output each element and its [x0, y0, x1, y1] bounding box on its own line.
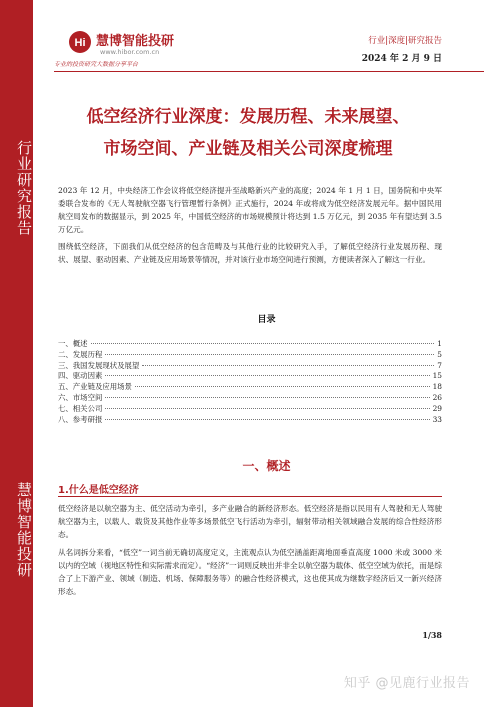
- sidebar-top-label: 行业研究报告: [15, 140, 33, 236]
- report-title-line1: 低空经济行业深度：发展历程、未来展望、: [86, 107, 410, 127]
- header-divider: [54, 71, 484, 72]
- toc-item-label: 七、相关公司: [58, 403, 103, 413]
- toc-leader: [105, 354, 434, 355]
- report-date: 2024 年 2 月 9 日: [361, 54, 442, 64]
- intro-paragraph-1: 2023 年 12 月，中央经济工作会议将低空经济提升至战略新兴产业的高度；2024 年 1 月 1 日，国务院和中央军委联合发布的《无人驾驶航空器飞行管理暂行条例》正式施行，2024 年或将成为低空经济发展元年。据中国民用航空局发布的数据显示，到 2025 年，中国低空经济的市场规模预计将达到 1.5 万亿元，到 2035 年有望达到 3.5 万亿元。: [58, 186, 442, 234]
- toc-leader: [91, 343, 435, 344]
- toc-item-label: 八、参考研报: [58, 414, 103, 424]
- toc-item-label: 六、市场空间: [58, 392, 103, 402]
- toc-item[interactable]: [58, 414, 442, 425]
- toc-title: 目录: [257, 315, 276, 325]
- svg-text:Hi: Hi: [74, 37, 86, 49]
- toc-item[interactable]: [58, 349, 442, 360]
- toc-item-label: 三、我国发展现状及展望: [58, 360, 140, 370]
- toc-item-page: 18: [432, 382, 442, 392]
- toc-item[interactable]: [58, 338, 442, 349]
- toc-leader: [105, 397, 429, 398]
- report-title: [54, 101, 442, 165]
- toc-leader: [142, 365, 434, 366]
- toc-item-label: 五、产业链及应用场景: [58, 382, 132, 392]
- subsection-title: 1.什么是低空经济: [58, 485, 139, 496]
- toc-item-label: 二、发展历程: [58, 349, 103, 359]
- toc-item-page: 33: [432, 414, 442, 424]
- toc-item-page: 7: [437, 360, 442, 370]
- report-title-line2: 市场空间、产业链及相关公司深度梳理: [103, 139, 393, 159]
- toc-item-page: 1: [437, 339, 442, 348]
- toc-leader: [105, 419, 429, 420]
- toc-item[interactable]: [58, 360, 442, 371]
- table-of-contents: [58, 338, 442, 424]
- page-number: 1/38: [422, 630, 442, 640]
- body-paragraph-2: 从名词拆分来看，“低空”一词当前无确切高度定义，主流观点认为低空涵盖距离地面垂直高度 1000 米或 3000 米以内的空域（视地区特性和实际需求而定）。“经济”一词则反映出并非全以航空器为载体、低空空域为依托，而是综合了上下游产业、领域（制造、机场、保障服务等）的融合性经济模式，这也使其成为继数字经济后又一新兴经济形态。: [58, 548, 442, 596]
- sidebar: [0, 0, 33, 707]
- page-header: [40, 26, 484, 76]
- report-tags: 行业|深度|研究报告: [368, 36, 442, 46]
- brand-slogan: 专业的投资研究大数据分享平台: [54, 61, 139, 68]
- toc-item-page: 26: [432, 392, 442, 402]
- subsection-divider: [58, 496, 442, 497]
- toc-item-page: 15: [432, 371, 442, 381]
- toc-item-label: 一、概述: [58, 339, 88, 348]
- toc-item-page: 29: [432, 403, 442, 413]
- toc-item[interactable]: [58, 370, 442, 381]
- body-paragraph-1: 低空经济是以航空器为主、低空活动为牵引，多产业融合的新经济形态。低空经济是指以民用有人驾驶和无人驾驶航空器为主，以载人、载货及其他作业等多场景低空飞行活动为牵引，辐射带动相关领域融合发展的综合性经济形态。: [58, 504, 442, 539]
- toc-item[interactable]: [58, 392, 442, 403]
- toc-item-page: 5: [437, 349, 442, 359]
- section-title: 一、概述: [242, 459, 291, 473]
- toc-leader: [135, 386, 430, 387]
- watermark: 知乎 @见鹿行业报告: [343, 676, 470, 691]
- toc-leader: [105, 408, 429, 409]
- toc-leader: [105, 375, 429, 376]
- brand-url: www.hibor.com.cn: [100, 48, 160, 56]
- header-meta: [362, 34, 442, 64]
- intro-paragraph-2: 围绕低空经济，下面我们从低空经济的包含范畴及与其他行业的比较研究入手，了解低空经济行业发展历程、现状、展望、驱动因素、产业链及应用场景等情况，并对该行业市场空间进行预测，方便读者深入了解这一行业。: [58, 242, 442, 264]
- toc-item[interactable]: [58, 403, 442, 414]
- toc-item-label: 四、驱动因素: [58, 371, 103, 381]
- brand-name: 慧博智能投研: [96, 34, 175, 49]
- sidebar-bottom-label: 慧博智能投研: [15, 482, 33, 578]
- toc-item[interactable]: [58, 381, 442, 392]
- hibor-logo-icon: [68, 30, 92, 54]
